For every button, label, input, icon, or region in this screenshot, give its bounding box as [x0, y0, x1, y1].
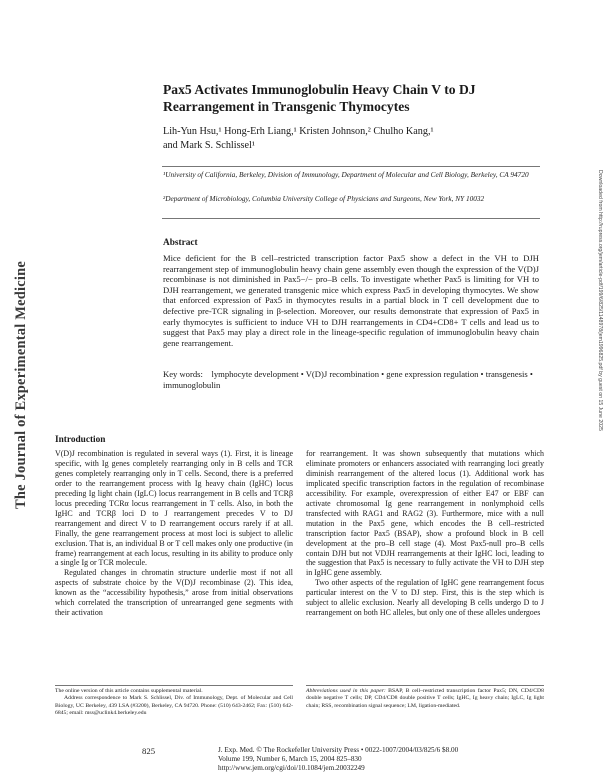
- introduction-heading: Introduction: [55, 435, 106, 445]
- keywords-label: Key words:: [163, 369, 203, 379]
- article-title: Pax5 Activates Immunoglobulin Heavy Chain V to DJ Rearrangement in Transgenic Thymocytes: [163, 82, 476, 114]
- citation-line: Volume 199, Number 6, March 15, 2004 825–830: [218, 755, 362, 764]
- affiliation-1: ¹University of California, Berkeley, Division of Immunology, Department of Molecular and Cell Biology, Berkeley, CA 94720: [163, 170, 529, 179]
- paragraph: for rearrangement. It was shown subsequently that mutations which eliminate promoters or enhancers associated with rearranging loci greatly diminish rearrangement of the altered locus (1). Additional work has implicated specific transcription factors in the regulation of recombinase accessibility. For example, overexpression of either E47 or EBF can activate chromosomal Ig gene rearrangement in nonlymphoid cells transfected with RAG1 and RAG2 (3). Furthermore, mice with a null mutation in the Pax5 gene, which encodes the B cell–restricted transcription factor Pax5 (BSAP), show a profound block in B cell development at the pro–B cell stage (4). Most Pax5-null pro–B cells contain DJH but not VDJH rearrangements at their IgHC loci, leading to the suggestion that Pax5 is necessary to fully activate the VH to DJH step in IgHC gene assembly.: [306, 449, 544, 578]
- keywords-list: lymphocyte development • V(D)J recombination • gene expression regulation • transgenesis • immunoglobulin: [163, 369, 533, 390]
- supplemental-note: The online version of this article contains supplemental material.: [55, 688, 203, 694]
- abstract-text: Mice deficient for the B cell–restricted transcription factor Pax5 show a defect in the VH to DJH rearrangement step of immunoglobulin heavy chain gene assembly even though the expression of the V(D)J recombinase is not diminished in Pax5−/− pro–B cells. To investigate whether Pax5 is limiting for VH to DJH rearrangement, we generated transgenic mice which express Pax5 in developing thymocytes. We show that enforced expression of Pax5 in thymocytes results in a partial block in T cell development due to defective pre-TCR signaling in β-selection. Moreover, our results demonstrate that expression of Pax5 in early thymocytes is sufficient to induce VH to DJH rearrangements in CD4+CD8+ T cells and lead us to suggest that Pax5 may play a direct role in the lineage-specific regulation of immunoglobulin heavy chain gene rearrangement.: [163, 253, 539, 348]
- paragraph: Two other aspects of the regulation of IgHC gene rearrangement focus particular interest on the V to DJ step. First, this is the step which is subject to allelic exclusion. Nearly all developing B cells undergo D to J rearrangement on both HC alleles, but only one of these alleles undergoes: [306, 578, 544, 618]
- divider: [162, 218, 540, 219]
- paragraph: Regulated changes in chromatin structure underlie most if not all aspects of substrate choice by the V(D)J recombinase (2). This idea, known as the “accessibility hypothesis,” arose from initial observations which correlated the transcription of unrearranged gene segments with their activation: [55, 568, 293, 618]
- citation-line: J. Exp. Med. © The Rockefeller University Press • 0022-1007/2004/03/825/6 $8.00: [218, 746, 459, 754]
- abstract-heading: Abstract: [163, 238, 198, 248]
- divider: [162, 166, 540, 167]
- citation-block: [218, 746, 538, 774]
- correspondence-note: Address correspondence to Mark S. Schlissel, Div. of Immunology, Dept. of Molecular and Cell Biology, UC Berkeley, 439 LSA (#3200), Berkeley, CA 94720. Phone: (510) 643-2462; Fax: (510) 642-6845; email: mss@uclink4.berkeley.edu: [55, 695, 293, 716]
- page-number: 825: [142, 746, 156, 756]
- footnote-divider: [55, 685, 293, 686]
- author-line-2: and Mark S. Schlissel¹: [163, 140, 255, 151]
- author-list: [163, 125, 543, 153]
- right-column: [306, 449, 544, 618]
- author-line-1: Lih-Yun Hsu,¹ Hong-Erh Liang,¹ Kristen Johnson,² Chulho Kang,¹: [163, 126, 434, 137]
- journal-name-vertical: The Journal of Experimental Medicine: [13, 260, 29, 509]
- abbreviations-note: [306, 688, 544, 710]
- footnote-divider: [306, 685, 544, 686]
- doi-link[interactable]: http://www.jem.org/cgi/doi/10.1084/jem.20032249: [218, 764, 365, 773]
- abbreviations-label: Abbreviations used in this paper:: [306, 688, 386, 694]
- abbreviations-text: BSAP, B cell–restricted transcription factor Pax5; DN, CD4/CD8 double negative T cells; DP, CD4/CD8 double positive T cells; IgHC, Ig heavy chain; IgLC, Ig light chain; RSS, recombination signal sequence; LM, ligation-mediated.: [306, 688, 544, 709]
- paragraph: V(D)J recombination is regulated in several ways (1). First, it is lineage specific, with Ig genes completely rearranging only in B cells and TCR genes completely rearranging only in T cells. Second, there is a preferred order to the rearrangement process with Ig heavy chain (IgHC) locus preceding Ig light chain (IgLC) locus rearrangement in B cells and TCRβ locus preceding TCRα locus rearrangement in T cells. Also, in both the IgHC and TCRβ loci D to J rearrangement precedes V to DJ rearrangement and direct V to D rearrangement occurs rarely if at all. Finally, the gene rearrangement process at most loci is subject to allelic exclusion. That is, an individual B or T cell makes only one productive (in frame) rearrangement at each locus, resulting in its ability to produce only a single Ig or TCR molecule.: [55, 449, 293, 568]
- affiliation-2: ²Department of Microbiology, Columbia University College of Physicians and Surgeons, New York, NY 10032: [163, 194, 485, 203]
- left-column: [55, 449, 293, 618]
- keywords: [163, 369, 543, 390]
- download-notice-vertical: Downloaded from http://rupress.org/jem/article-pdf/199/6/825/1148978/jem1996825.pdf by guest on 15 June 2025: [597, 170, 603, 431]
- left-footnotes: [55, 688, 293, 717]
